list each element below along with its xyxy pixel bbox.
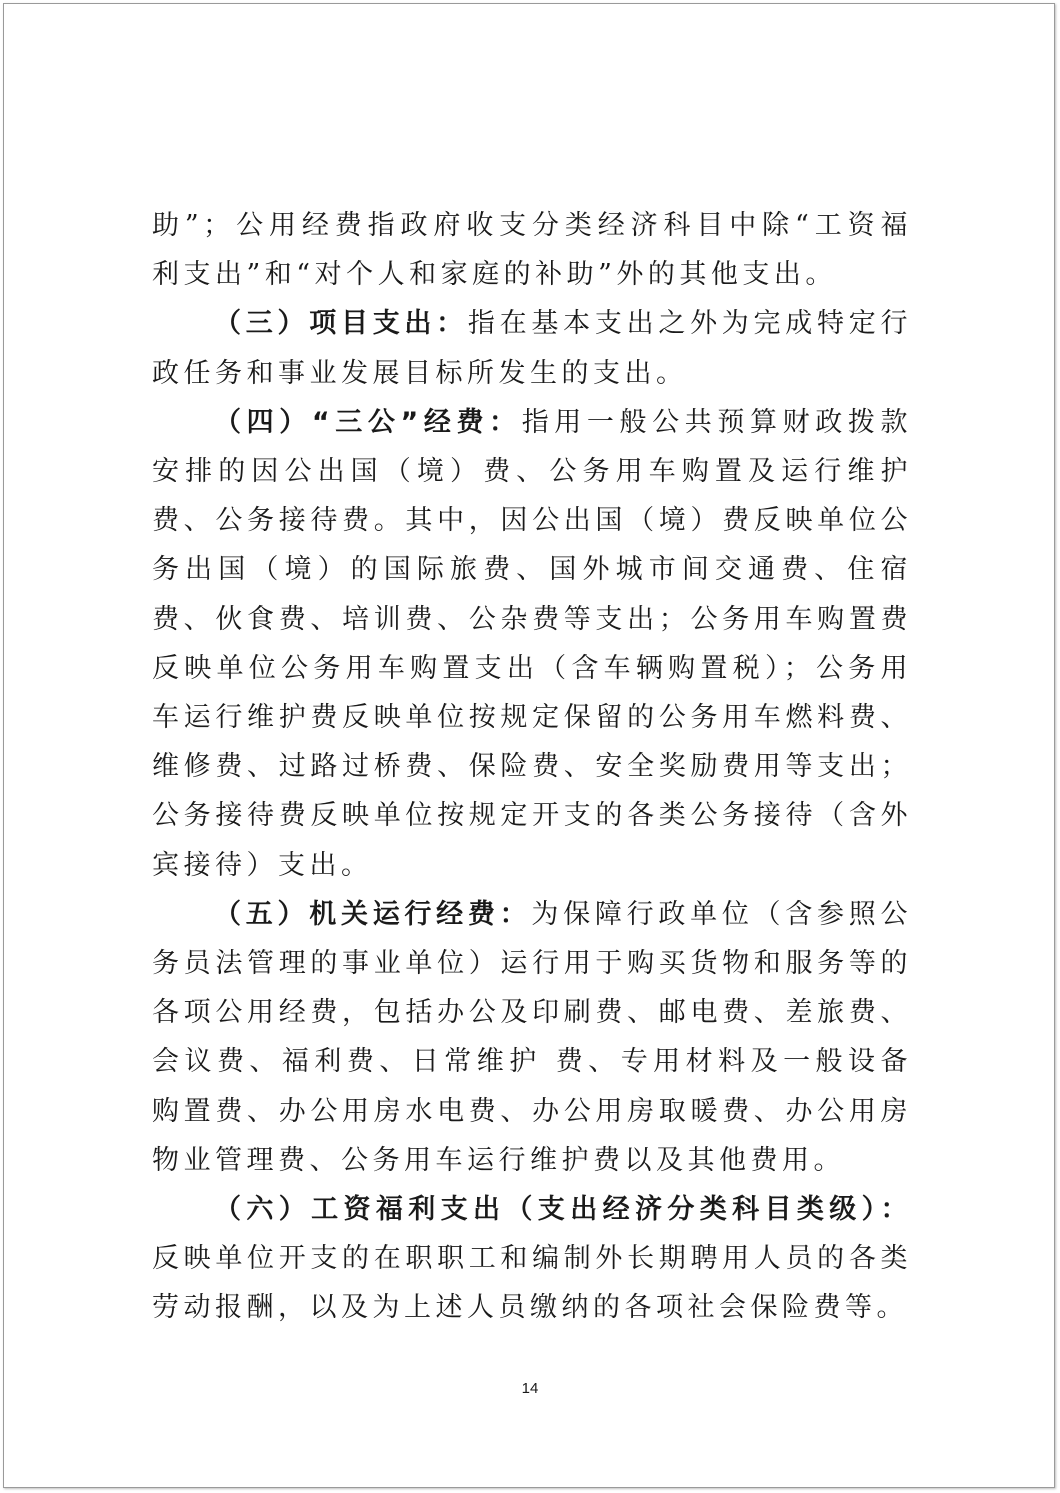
page-number: 14 [521, 1380, 539, 1397]
paragraph-continuation [152, 201, 912, 299]
paragraph-text: 指在基本支出之外为完成特定行政任务和事业发展目标所发生的支出。 [152, 308, 913, 389]
paragraph-wage-welfare [152, 1185, 912, 1333]
paragraph-three-public-expenses [152, 398, 912, 890]
paragraph-heading: （三）项目支出： [214, 308, 468, 340]
paragraph-text: 指用一般公共预算财政拨款安排的因公出国（境）费、公务用车购置及运行维护费、公务接待费。其中，因公出国（境）费反映单位公务出国（境）的国际旅费、国外城市间交通费、住宿费、伙食费、培训费、公杂费等支出；公务用车购置费反映单位公务用车购置支出（含车辆购置税）；公务用车运行维护费反映单位按规定保留的公务用车燃料费、维修费、过路过桥费、保险费、安全奖励费用等支出；公务接待费反映单位按规定开支的各类公务接待（含外宾接待）支出。 [152, 406, 912, 881]
document-page [3, 3, 1055, 1488]
paragraph-heading: （六）工资福利支出（支出经济分类科目类级）： [214, 1194, 912, 1226]
paragraph-text: 助”；公用经费指政府收支分类经济科目中除“工资福利支出”和“对个人和家庭的补助”外的其他支出。 [152, 210, 912, 291]
paragraph-heading: （五）机关运行经费： [214, 898, 532, 930]
paragraph-heading: （四）“三公”经费： [214, 406, 522, 438]
paragraph-text: 为保障行政单位（含参照公务员法管理的事业单位）运行用于购买货物和服务等的各项公用经费，包括办公及印刷费、邮电费、差旅费、会议费、福利费、日常维护 费、专用材料及一般设备购置费、办公用房水电费、办公用房取暖费、办公用房物业管理费、公务用车运行维护费以及其他费用。 [152, 898, 913, 1176]
paragraph-operating-expenses [152, 890, 912, 1185]
body-text [152, 201, 912, 1333]
paragraph-project-expenditure [152, 299, 912, 397]
paragraph-text: 反映单位开支的在职职工和编制外长期聘用人员的各类劳动报酬，以及为上述人员缴纳的各项社会保险费等。 [152, 1243, 912, 1324]
